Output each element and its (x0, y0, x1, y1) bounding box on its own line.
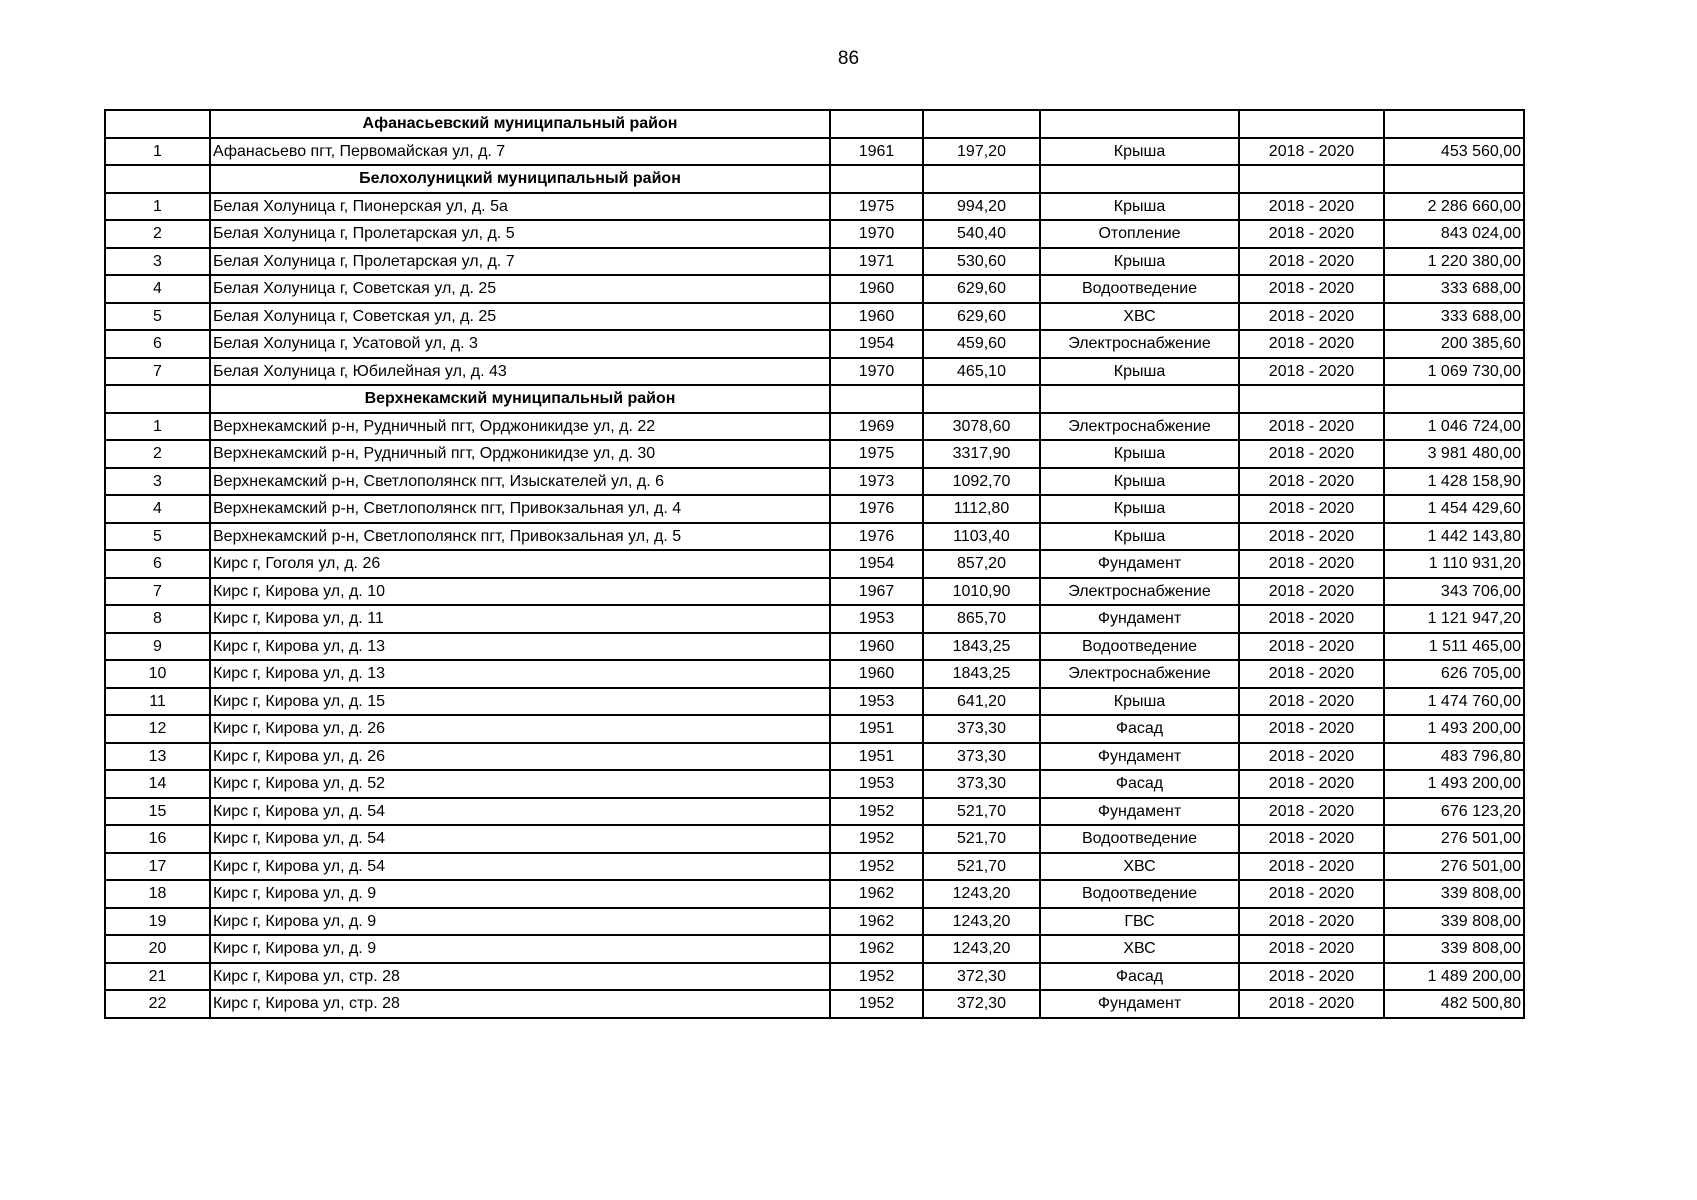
district-header-row (105, 165, 1524, 193)
area-cell: 1092,70 (923, 468, 1040, 496)
period-cell: 2018 - 2020 (1239, 220, 1384, 248)
empty-cell (830, 165, 923, 193)
row-number-cell: 3 (105, 248, 210, 276)
area-cell: 3078,60 (923, 413, 1040, 441)
build-year-cell: 1952 (830, 963, 923, 991)
work-type-cell: Крыша (1040, 523, 1239, 551)
cost-cell: 1 493 200,00 (1384, 770, 1524, 798)
period-cell: 2018 - 2020 (1239, 605, 1384, 633)
address-cell: Кирс г, Кирова ул, д. 26 (210, 743, 830, 771)
empty-cell (830, 385, 923, 413)
area-cell: 1010,90 (923, 578, 1040, 606)
row-number-cell: 12 (105, 715, 210, 743)
build-year-cell: 1976 (830, 523, 923, 551)
cost-cell: 333 688,00 (1384, 275, 1524, 303)
address-cell: Кирс г, Кирова ул, стр. 28 (210, 963, 830, 991)
work-type-cell: Фасад (1040, 963, 1239, 991)
build-year-cell: 1969 (830, 413, 923, 441)
row-number-cell: 14 (105, 770, 210, 798)
empty-cell (830, 110, 923, 138)
empty-cell (105, 110, 210, 138)
area-cell: 521,70 (923, 798, 1040, 826)
build-year-cell: 1952 (830, 990, 923, 1018)
period-cell: 2018 - 2020 (1239, 495, 1384, 523)
build-year-cell: 1953 (830, 605, 923, 633)
period-cell: 2018 - 2020 (1239, 330, 1384, 358)
row-number-cell: 15 (105, 798, 210, 826)
row-number-cell: 22 (105, 990, 210, 1018)
table-row (105, 578, 1524, 606)
cost-cell: 333 688,00 (1384, 303, 1524, 331)
table-row (105, 193, 1524, 221)
empty-cell (923, 110, 1040, 138)
address-cell: Кирс г, Кирова ул, стр. 28 (210, 990, 830, 1018)
work-type-cell: Крыша (1040, 688, 1239, 716)
work-type-cell: Электроснабжение (1040, 660, 1239, 688)
address-cell: Кирс г, Кирова ул, д. 54 (210, 853, 830, 881)
period-cell: 2018 - 2020 (1239, 770, 1384, 798)
table-row (105, 550, 1524, 578)
work-type-cell: ХВС (1040, 935, 1239, 963)
address-cell: Верхнекамский р-н, Рудничный пгт, Орджоникидзе ул, д. 30 (210, 440, 830, 468)
row-number-cell: 19 (105, 908, 210, 936)
district-name: Белохолуницкий муниципальный район (210, 165, 830, 193)
table-row (105, 248, 1524, 276)
area-cell: 857,20 (923, 550, 1040, 578)
cost-cell: 843 024,00 (1384, 220, 1524, 248)
area-cell: 1843,25 (923, 660, 1040, 688)
table-row (105, 743, 1524, 771)
row-number-cell: 7 (105, 578, 210, 606)
area-cell: 1843,25 (923, 633, 1040, 661)
table-row (105, 468, 1524, 496)
table-row (105, 440, 1524, 468)
address-cell: Белая Холуница г, Пионерская ул, д. 5а (210, 193, 830, 221)
period-cell: 2018 - 2020 (1239, 963, 1384, 991)
empty-cell (1040, 385, 1239, 413)
cost-cell: 339 808,00 (1384, 935, 1524, 963)
address-cell: Кирс г, Кирова ул, д. 54 (210, 798, 830, 826)
area-cell: 641,20 (923, 688, 1040, 716)
build-year-cell: 1960 (830, 275, 923, 303)
address-cell: Верхнекамский р-н, Светлополянск пгт, Привокзальная ул, д. 5 (210, 523, 830, 551)
cost-cell: 1 121 947,20 (1384, 605, 1524, 633)
district-name: Верхнекамский муниципальный район (210, 385, 830, 413)
row-number-cell: 8 (105, 605, 210, 633)
build-year-cell: 1951 (830, 743, 923, 771)
area-cell: 1243,20 (923, 880, 1040, 908)
period-cell: 2018 - 2020 (1239, 523, 1384, 551)
work-type-cell: Электроснабжение (1040, 330, 1239, 358)
address-cell: Верхнекамский р-н, Рудничный пгт, Орджоникидзе ул, д. 22 (210, 413, 830, 441)
address-cell: Кирс г, Кирова ул, д. 11 (210, 605, 830, 633)
row-number-cell: 2 (105, 440, 210, 468)
work-type-cell: Электроснабжение (1040, 413, 1239, 441)
build-year-cell: 1971 (830, 248, 923, 276)
row-number-cell: 5 (105, 523, 210, 551)
empty-cell (923, 165, 1040, 193)
build-year-cell: 1953 (830, 688, 923, 716)
address-cell: Белая Холуница г, Пролетарская ул, д. 5 (210, 220, 830, 248)
work-type-cell: Отопление (1040, 220, 1239, 248)
row-number-cell: 17 (105, 853, 210, 881)
empty-cell (1239, 385, 1384, 413)
table-row (105, 138, 1524, 166)
table-row (105, 660, 1524, 688)
address-cell: Кирс г, Кирова ул, д. 13 (210, 660, 830, 688)
build-year-cell: 1976 (830, 495, 923, 523)
address-cell: Верхнекамский р-н, Светлополянск пгт, Привокзальная ул, д. 4 (210, 495, 830, 523)
empty-cell (1384, 165, 1524, 193)
period-cell: 2018 - 2020 (1239, 825, 1384, 853)
build-year-cell: 1961 (830, 138, 923, 166)
build-year-cell: 1960 (830, 660, 923, 688)
table-row (105, 358, 1524, 386)
table-row (105, 963, 1524, 991)
table-row (105, 990, 1524, 1018)
table-row (105, 275, 1524, 303)
period-cell: 2018 - 2020 (1239, 743, 1384, 771)
build-year-cell: 1954 (830, 550, 923, 578)
work-type-cell: Крыша (1040, 440, 1239, 468)
period-cell: 2018 - 2020 (1239, 990, 1384, 1018)
build-year-cell: 1962 (830, 935, 923, 963)
work-type-cell: Фундамент (1040, 605, 1239, 633)
district-header-row (105, 110, 1524, 138)
build-year-cell: 1954 (830, 330, 923, 358)
area-cell: 1103,40 (923, 523, 1040, 551)
area-cell: 3317,90 (923, 440, 1040, 468)
build-year-cell: 1967 (830, 578, 923, 606)
table-row (105, 853, 1524, 881)
work-type-cell: Фундамент (1040, 990, 1239, 1018)
period-cell: 2018 - 2020 (1239, 303, 1384, 331)
cost-cell: 1 220 380,00 (1384, 248, 1524, 276)
build-year-cell: 1975 (830, 440, 923, 468)
cost-cell: 339 808,00 (1384, 908, 1524, 936)
period-cell: 2018 - 2020 (1239, 688, 1384, 716)
cost-cell: 276 501,00 (1384, 825, 1524, 853)
row-number-cell: 2 (105, 220, 210, 248)
address-cell: Кирс г, Кирова ул, д. 9 (210, 935, 830, 963)
build-year-cell: 1952 (830, 853, 923, 881)
cost-cell: 1 110 931,20 (1384, 550, 1524, 578)
address-cell: Белая Холуница г, Юбилейная ул, д. 43 (210, 358, 830, 386)
repair-registry-table (104, 109, 1525, 1019)
cost-cell: 1 428 158,90 (1384, 468, 1524, 496)
work-type-cell: Фундамент (1040, 550, 1239, 578)
cost-cell: 1 454 429,60 (1384, 495, 1524, 523)
period-cell: 2018 - 2020 (1239, 798, 1384, 826)
area-cell: 530,60 (923, 248, 1040, 276)
table-row (105, 770, 1524, 798)
address-cell: Белая Холуница г, Пролетарская ул, д. 7 (210, 248, 830, 276)
work-type-cell: Фасад (1040, 715, 1239, 743)
cost-cell: 483 796,80 (1384, 743, 1524, 771)
table-row (105, 605, 1524, 633)
work-type-cell: Крыша (1040, 358, 1239, 386)
area-cell: 373,30 (923, 715, 1040, 743)
area-cell: 372,30 (923, 990, 1040, 1018)
empty-cell (1384, 385, 1524, 413)
address-cell: Белая Холуница г, Усатовой ул, д. 3 (210, 330, 830, 358)
period-cell: 2018 - 2020 (1239, 578, 1384, 606)
area-cell: 373,30 (923, 770, 1040, 798)
period-cell: 2018 - 2020 (1239, 908, 1384, 936)
address-cell: Кирс г, Кирова ул, д. 13 (210, 633, 830, 661)
empty-cell (1384, 110, 1524, 138)
table-row (105, 303, 1524, 331)
empty-cell (105, 385, 210, 413)
area-cell: 373,30 (923, 743, 1040, 771)
empty-cell (1239, 165, 1384, 193)
area-cell: 629,60 (923, 303, 1040, 331)
area-cell: 629,60 (923, 275, 1040, 303)
address-cell: Афанасьево пгт, Первомайская ул, д. 7 (210, 138, 830, 166)
work-type-cell: Крыша (1040, 248, 1239, 276)
work-type-cell: ГВС (1040, 908, 1239, 936)
period-cell: 2018 - 2020 (1239, 715, 1384, 743)
row-number-cell: 1 (105, 413, 210, 441)
table-row (105, 495, 1524, 523)
row-number-cell: 16 (105, 825, 210, 853)
cost-cell: 339 808,00 (1384, 880, 1524, 908)
area-cell: 521,70 (923, 853, 1040, 881)
district-name: Афанасьевский муниципальный район (210, 110, 830, 138)
district-header-row (105, 385, 1524, 413)
area-cell: 540,40 (923, 220, 1040, 248)
cost-cell: 1 474 760,00 (1384, 688, 1524, 716)
address-cell: Кирс г, Кирова ул, д. 15 (210, 688, 830, 716)
area-cell: 994,20 (923, 193, 1040, 221)
work-type-cell: Крыша (1040, 138, 1239, 166)
area-cell: 1243,20 (923, 935, 1040, 963)
address-cell: Кирс г, Кирова ул, д. 9 (210, 880, 830, 908)
cost-cell: 626 705,00 (1384, 660, 1524, 688)
work-type-cell: ХВС (1040, 853, 1239, 881)
address-cell: Кирс г, Кирова ул, д. 52 (210, 770, 830, 798)
empty-cell (923, 385, 1040, 413)
row-number-cell: 10 (105, 660, 210, 688)
table-row (105, 908, 1524, 936)
build-year-cell: 1951 (830, 715, 923, 743)
table-row (105, 688, 1524, 716)
work-type-cell: Крыша (1040, 468, 1239, 496)
work-type-cell: Фундамент (1040, 798, 1239, 826)
address-cell: Верхнекамский р-н, Светлополянск пгт, Изыскателей ул, д. 6 (210, 468, 830, 496)
work-type-cell: Фундамент (1040, 743, 1239, 771)
empty-cell (1040, 165, 1239, 193)
row-number-cell: 18 (105, 880, 210, 908)
build-year-cell: 1952 (830, 798, 923, 826)
row-number-cell: 1 (105, 193, 210, 221)
build-year-cell: 1962 (830, 880, 923, 908)
table-row (105, 523, 1524, 551)
address-cell: Кирс г, Кирова ул, д. 54 (210, 825, 830, 853)
address-cell: Белая Холуница г, Советская ул, д. 25 (210, 275, 830, 303)
row-number-cell: 6 (105, 330, 210, 358)
table-row (105, 798, 1524, 826)
cost-cell: 1 442 143,80 (1384, 523, 1524, 551)
table-row (105, 880, 1524, 908)
area-cell: 465,10 (923, 358, 1040, 386)
row-number-cell: 9 (105, 633, 210, 661)
period-cell: 2018 - 2020 (1239, 633, 1384, 661)
table-row (105, 633, 1524, 661)
address-cell: Кирс г, Кирова ул, д. 10 (210, 578, 830, 606)
empty-cell (105, 165, 210, 193)
work-type-cell: Крыша (1040, 193, 1239, 221)
cost-cell: 200 385,60 (1384, 330, 1524, 358)
row-number-cell: 1 (105, 138, 210, 166)
row-number-cell: 20 (105, 935, 210, 963)
work-type-cell: Водоотведение (1040, 880, 1239, 908)
row-number-cell: 5 (105, 303, 210, 331)
address-cell: Кирс г, Кирова ул, д. 26 (210, 715, 830, 743)
table-row (105, 825, 1524, 853)
area-cell: 372,30 (923, 963, 1040, 991)
row-number-cell: 11 (105, 688, 210, 716)
area-cell: 865,70 (923, 605, 1040, 633)
cost-cell: 1 069 730,00 (1384, 358, 1524, 386)
row-number-cell: 4 (105, 495, 210, 523)
period-cell: 2018 - 2020 (1239, 413, 1384, 441)
cost-cell: 1 511 465,00 (1384, 633, 1524, 661)
work-type-cell: Водоотведение (1040, 275, 1239, 303)
address-cell: Кирс г, Гоголя ул, д. 26 (210, 550, 830, 578)
table-row (105, 330, 1524, 358)
work-type-cell: Фасад (1040, 770, 1239, 798)
cost-cell: 276 501,00 (1384, 853, 1524, 881)
area-cell: 1243,20 (923, 908, 1040, 936)
build-year-cell: 1970 (830, 220, 923, 248)
period-cell: 2018 - 2020 (1239, 275, 1384, 303)
period-cell: 2018 - 2020 (1239, 193, 1384, 221)
area-cell: 459,60 (923, 330, 1040, 358)
area-cell: 197,20 (923, 138, 1040, 166)
table-row (105, 715, 1524, 743)
work-type-cell: Электроснабжение (1040, 578, 1239, 606)
build-year-cell: 1975 (830, 193, 923, 221)
row-number-cell: 7 (105, 358, 210, 386)
cost-cell: 1 489 200,00 (1384, 963, 1524, 991)
row-number-cell: 13 (105, 743, 210, 771)
period-cell: 2018 - 2020 (1239, 138, 1384, 166)
work-type-cell: Водоотведение (1040, 633, 1239, 661)
empty-cell (1239, 110, 1384, 138)
period-cell: 2018 - 2020 (1239, 660, 1384, 688)
table-row (105, 220, 1524, 248)
build-year-cell: 1960 (830, 303, 923, 331)
period-cell: 2018 - 2020 (1239, 440, 1384, 468)
cost-cell: 1 493 200,00 (1384, 715, 1524, 743)
table-row (105, 413, 1524, 441)
work-type-cell: Водоотведение (1040, 825, 1239, 853)
period-cell: 2018 - 2020 (1239, 935, 1384, 963)
row-number-cell: 21 (105, 963, 210, 991)
build-year-cell: 1973 (830, 468, 923, 496)
period-cell: 2018 - 2020 (1239, 358, 1384, 386)
row-number-cell: 6 (105, 550, 210, 578)
empty-cell (1040, 110, 1239, 138)
cost-cell: 482 500,80 (1384, 990, 1524, 1018)
work-type-cell: ХВС (1040, 303, 1239, 331)
work-type-cell: Крыша (1040, 495, 1239, 523)
area-cell: 1112,80 (923, 495, 1040, 523)
build-year-cell: 1952 (830, 825, 923, 853)
area-cell: 521,70 (923, 825, 1040, 853)
cost-cell: 343 706,00 (1384, 578, 1524, 606)
build-year-cell: 1953 (830, 770, 923, 798)
cost-cell: 1 046 724,00 (1384, 413, 1524, 441)
build-year-cell: 1970 (830, 358, 923, 386)
address-cell: Белая Холуница г, Советская ул, д. 25 (210, 303, 830, 331)
period-cell: 2018 - 2020 (1239, 550, 1384, 578)
address-cell: Кирс г, Кирова ул, д. 9 (210, 908, 830, 936)
build-year-cell: 1962 (830, 908, 923, 936)
build-year-cell: 1960 (830, 633, 923, 661)
cost-cell: 453 560,00 (1384, 138, 1524, 166)
row-number-cell: 3 (105, 468, 210, 496)
period-cell: 2018 - 2020 (1239, 853, 1384, 881)
row-number-cell: 4 (105, 275, 210, 303)
registry-body (105, 110, 1524, 1018)
period-cell: 2018 - 2020 (1239, 880, 1384, 908)
period-cell: 2018 - 2020 (1239, 248, 1384, 276)
cost-cell: 2 286 660,00 (1384, 193, 1524, 221)
table-row (105, 935, 1524, 963)
period-cell: 2018 - 2020 (1239, 468, 1384, 496)
cost-cell: 3 981 480,00 (1384, 440, 1524, 468)
cost-cell: 676 123,20 (1384, 798, 1524, 826)
page-number: 86 (837, 48, 860, 69)
